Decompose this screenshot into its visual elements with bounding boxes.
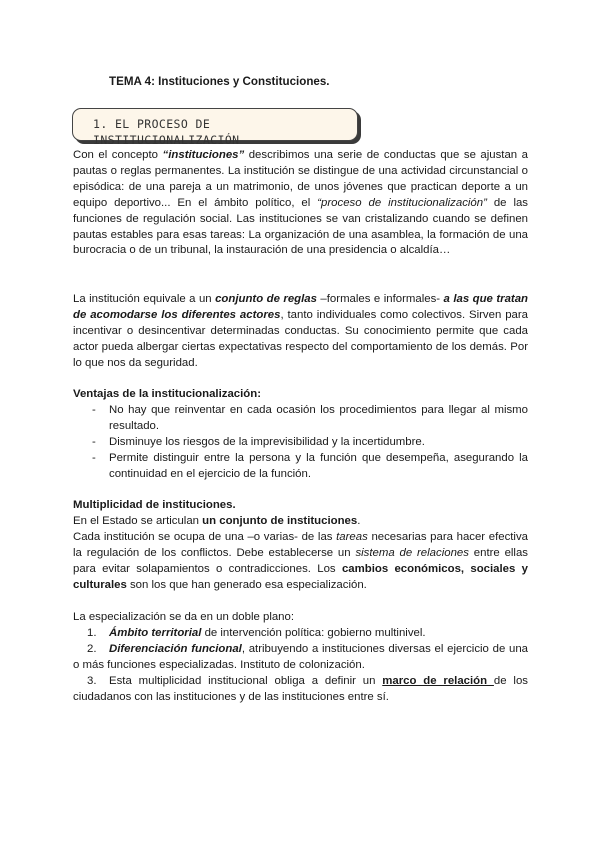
especializacion-intro: La especialización se da en un doble plano: [73,611,295,623]
text-run: Con el concepto [73,149,163,161]
text-run: , atribuyendo a instituciones diversas el ejercicio de una o más funciones especializadas. Instituto de colonización. [73,642,528,671]
list-number: 1. [87,626,97,639]
emphasis-cambios: cambios económicos, sociales y culturales [73,562,528,591]
list-item [73,626,528,642]
text-run: , tanto individuales como colectivos. Sirven para incentivar o desincentivar determinadas conductas. Su conocimiento permite que cada actor pueda albergar ciertas expectativas respecto del comportamiento de los demás. Por lo que nos da seguridad. [73,308,528,369]
especializacion-list [73,626,528,706]
ventajas-section [73,387,528,482]
emphasis-actores: a las que tratan de acomodarse los diferentes actores [73,293,528,321]
multiplicidad-heading: Multiplicidad de instituciones. [73,499,236,511]
ventajas-heading: Ventajas de la institucionalización: [73,388,261,400]
list-item [73,674,528,706]
emphasis-conjunto-reglas: conjunto de reglas [215,293,317,305]
emphasis-conjunto-instituciones: un conjunto de instituciones [202,514,358,527]
text-run: de intervención política: gobierno multinivel. [201,626,426,639]
emphasis-tareas: tareas [336,530,368,543]
text-run: son los que han generado esa especialización. [126,578,367,591]
emphasis-sistema-relaciones: sistema de relaciones [355,546,469,559]
list-number: 3. [87,674,97,687]
paragraph-text [73,292,528,372]
ventajas-list [73,403,528,483]
emphasis-proceso: “proceso de institucionalización” [317,196,487,209]
multiplicidad-section [73,498,528,593]
emphasis-marco-relacion: marco de relación [382,674,494,687]
text-run: de los ciudadanos con las instituciones y de las instituciones entre sí. [73,674,528,703]
page-title: TEMA 4: Instituciones y Constituciones. [109,75,330,88]
text-run: Esta multiplicidad institucional obliga a definir un [109,674,383,687]
emphasis-instituciones: “instituciones” [162,149,245,161]
list-number: 2. [87,642,97,655]
text-run: de las funciones de regulación social. Las instituciones se van cristalizando cuando se definen pautas estables para esas tareas: La organización de una asamblea, la formación de una burocracia o de un tribunal, la instauración de una presidencia o alcaldía… [73,196,528,257]
list-item: - No hay que reinventar en cada ocasión los procedimientos para llegar al mismo resultado. [73,403,528,435]
paragraph-text [73,148,528,259]
paragraph-text [73,530,528,594]
text-run: . [357,514,361,527]
text-run: entre ellas para evitar solapamientos o contradicciones. Los [73,546,528,575]
text-run: La institución equivale a un [73,293,216,305]
list-item: - Disminuye los riesgos de la imprevisibilidad y la incertidumbre. [73,435,528,451]
section-header-label: 1. EL PROCESO DE INSTITUCIONALIZACIÓN [93,117,240,147]
text-run: necesarias para hacer efectiva la regulación de los conflictos. Debe establecerse un [73,530,528,559]
especializacion-section [73,610,528,705]
emphasis-diferenciacion: Diferenciación funcional [109,642,242,655]
emphasis-ambito: Ámbito territorial [109,626,202,639]
paragraph-text [73,514,528,530]
paragraph-instituciones [73,148,528,259]
text-run: En el Estado se articulan [73,514,203,527]
section-header-banner [72,108,358,147]
list-item [73,642,528,674]
text-run: describimos una serie de conductas que se ajustan a pautas o reglas permanentes. La institución se distingue de una actividad circunstancial o episódica: de una pareja a un matrimonio, de unos jóvenes que practican deporte a un equipo deportivo... En el ámbito político, el [73,149,528,209]
list-item: - Permite distinguir entre la persona y la función que desempeña, asegurando la continuidad en el ejercicio de la función. [73,451,528,483]
text-run: –formales e informales- [316,293,444,305]
paragraph-reglas [73,292,528,372]
text-run: Cada institución se ocupa de una –o varias- de las [73,530,337,543]
